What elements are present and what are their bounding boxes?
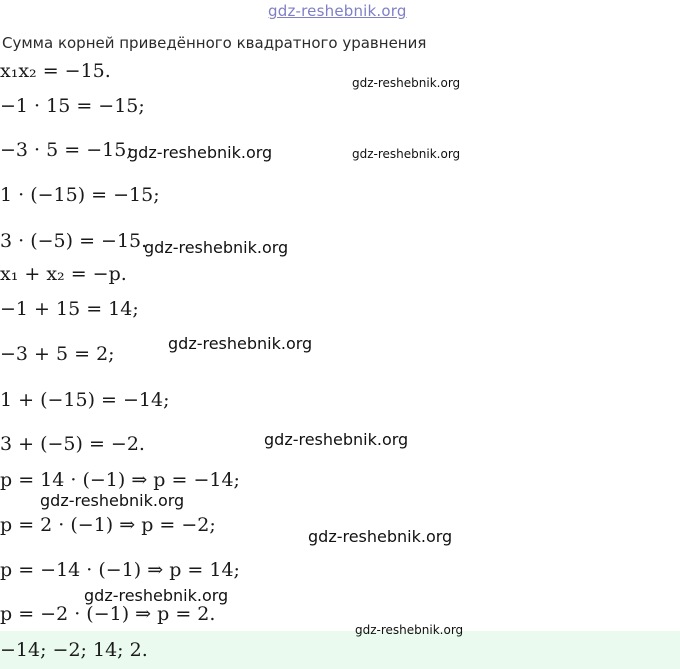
watermark: gdz-reshebnik.org <box>144 238 289 257</box>
math-line: p = 2 · (−1) ⇒ p = −2; <box>0 514 216 536</box>
math-line: p = 14 · (−1) ⇒ p = −14; <box>0 469 240 491</box>
watermark: gdz-reshebnik.org <box>355 623 464 637</box>
watermark: gdz-reshebnik.org <box>264 430 409 449</box>
math-line: p = −2 · (−1) ⇒ p = 2. <box>0 603 216 625</box>
watermark-top-link: gdz-reshebnik.org <box>268 2 407 20</box>
watermark: gdz-reshebnik.org <box>168 334 313 353</box>
watermark: gdz-reshebnik.org <box>84 586 229 605</box>
math-line: −3 · 5 = −15; <box>0 139 133 161</box>
watermark: gdz-reshebnik.org <box>352 147 461 161</box>
math-line: 1 + (−15) = −14; <box>0 389 170 411</box>
watermark: gdz-reshebnik.org <box>308 527 453 546</box>
answer-text: −14; −2; 14; 2. <box>0 639 148 661</box>
solution-heading: Сумма корней приведённого квадратного уравнения <box>2 34 427 52</box>
math-line: 1 · (−15) = −15; <box>0 184 160 206</box>
math-line: −1 + 15 = 14; <box>0 298 139 320</box>
math-line: −3 + 5 = 2; <box>0 343 115 365</box>
watermark: gdz-reshebnik.org <box>128 143 273 162</box>
answer-box <box>0 631 680 669</box>
math-line: −1 · 15 = −15; <box>0 95 145 117</box>
watermark: gdz-reshebnik.org <box>352 76 461 90</box>
math-line: 3 + (−5) = −2. <box>0 433 145 455</box>
watermark: gdz-reshebnik.org <box>40 491 185 510</box>
math-line: 3 · (−5) = −15. <box>0 230 148 252</box>
math-line: x₁ + x₂ = −p. <box>0 263 127 285</box>
math-line: p = −14 · (−1) ⇒ p = 14; <box>0 559 240 581</box>
math-line: x₁x₂ = −15. <box>0 60 111 82</box>
